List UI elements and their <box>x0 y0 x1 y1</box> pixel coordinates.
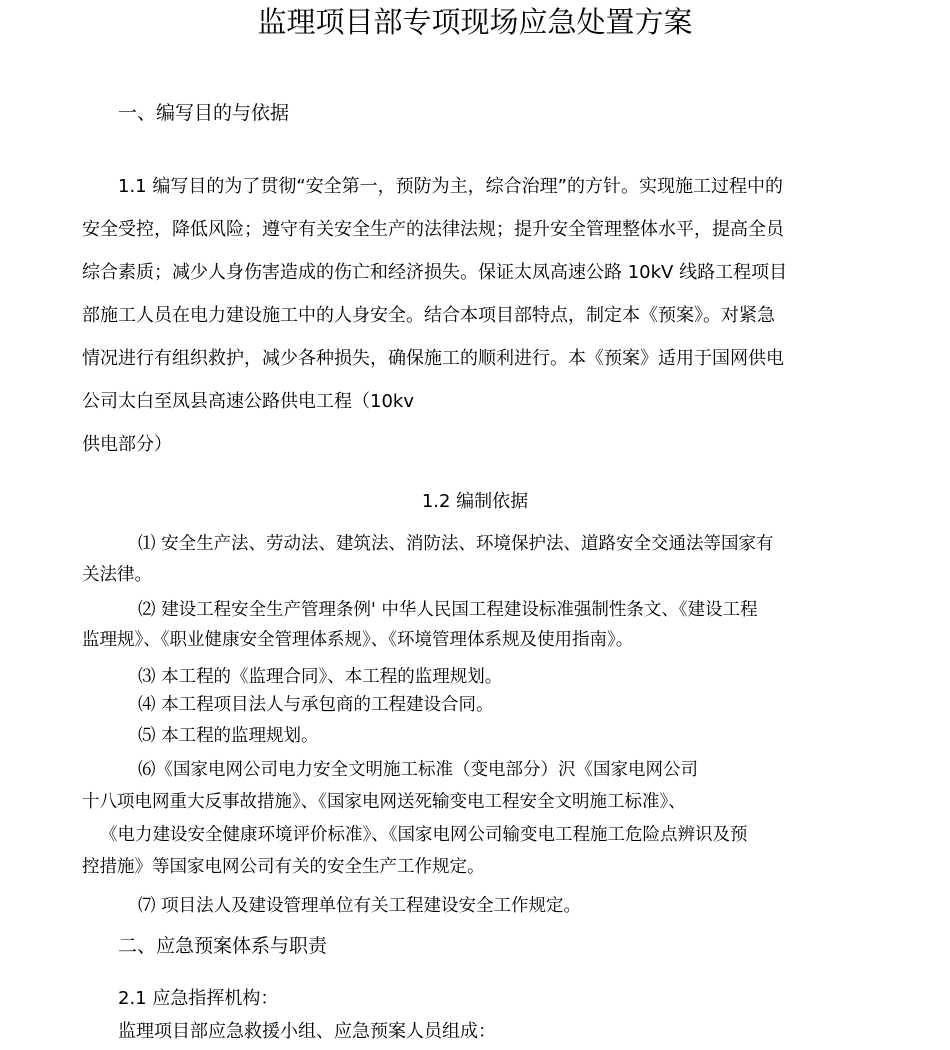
paragraph-line: 部施工人员在电力建设施工中的人身安全。结合本项目部特点，制定本《预案》。对紧急 <box>82 305 775 326</box>
list-item: ⑷ 本工程项目法人与承包商的工程建设合同。 <box>138 695 494 715</box>
subsection-2-1-heading: 2.1 应急指挥机构： <box>118 988 279 1009</box>
list-item: ⑺ 项目法人及建设管理单位有关工程建设安全工作规定。 <box>138 896 582 916</box>
subsection-1-2-heading: 1.2 编制依据 <box>421 491 529 512</box>
paragraph-line: 综合素质；减少人身伤害造成的伤亡和经济损失。保证太凤高速公路 10kV 线路工程项目 <box>82 262 788 283</box>
list-item: ⑸ 本工程的监理规划。 <box>138 726 319 746</box>
list-item: 控措施》等国家电网公司有关的安全生产工作规定。 <box>82 857 485 877</box>
document-title: 监理项目部专项现场应急处置方案 <box>257 5 693 39</box>
list-item: ⑴ 安全生产法、劳动法、建筑法、消防法、环境保护法、道路安全交通法等国家有 <box>138 534 774 554</box>
list-item: 十八项电网重大反事故措施》、《国家电网送死输变电工程安全文明施工标准》、 <box>82 792 686 812</box>
paragraph-line: 监理项目部应急救援小组、应急预案人员组成： <box>118 1021 496 1042</box>
list-item: 《电力建设安全健康环境评价标准》、《国家电网公司输变电工程施工危险点辨识及预 <box>100 825 748 845</box>
list-item: 关法律。 <box>82 565 152 585</box>
paragraph-line: 情况进行有组织救护，减少各种损失，确保施工的顺利进行。本《预案》适用于国网供电 <box>82 348 784 369</box>
list-item: ⑶ 本工程的《监理合同》、本工程的监理规划。 <box>138 667 503 687</box>
paragraph-line: 供电部分） <box>82 434 172 455</box>
section-2-heading: 二、应急预案体系与职责 <box>118 935 328 957</box>
list-item: 监理规》、《职业健康安全管理体系规》、《环境管理体系规及使用指南》。 <box>82 630 634 650</box>
paragraph-line: 安全受控，降低风险；遵守有关安全生产的法律法规；提升安全管理整体水平，提高全员 <box>82 219 784 240</box>
paragraph-line: 1.1 编写目的为了贯彻“安全第一，预防为主，综合治理”的方针。实现施工过程中的 <box>118 176 783 197</box>
section-1-heading: 一、编写目的与依据 <box>118 102 290 124</box>
list-item: ⑹《国家电网公司电力安全文明施工标准（变电部分）沢《国家电网公司 <box>138 760 698 780</box>
list-item: ⑵ 建设工程安全生产管理条例' 中华人民国工程建设标准强制性条文、《建设工程 <box>138 600 758 620</box>
paragraph-line: 公司太白至凤县高速公路供电工程（10kv <box>82 391 414 412</box>
